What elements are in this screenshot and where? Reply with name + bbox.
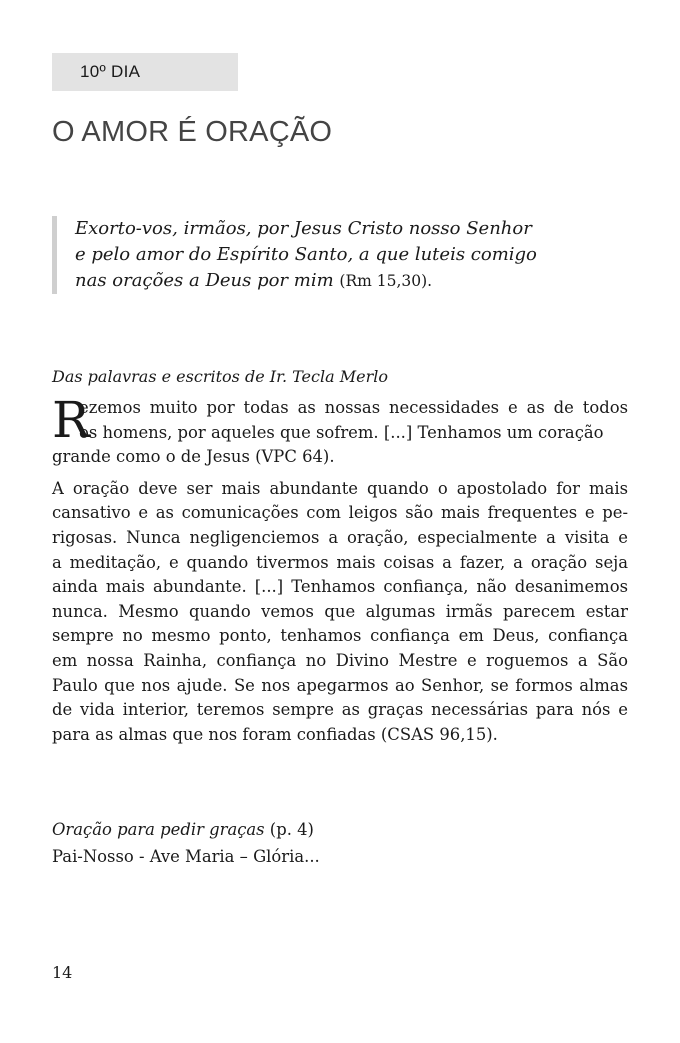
paragraph-2-line-1: A oração deve ser mais abundante quando o apostolado for mais [52,478,628,498]
paragraph-2-line-8: em nossa Rainha, confiança no Divino Mestre e roguemos a São [52,650,628,670]
paragraph-2-line-9: Paulo que nos ajude. Se nos apegarmos ao Senhor, se formos almas [52,675,628,695]
quote-line-1: Exorto-vos, irmãos, por Jesus Cristo nosso Senhor [75,218,532,239]
source-heading: Das palavras e escritos de Ir. Tecla Merlo [52,367,388,386]
paragraph-1-line-3: grande como o de Jesus (VPC 64). [52,447,335,467]
scripture-quote [52,216,572,294]
paragraph-2 [52,477,628,748]
prayer-label [52,820,314,839]
drop-cap: R [52,391,90,449]
day-label-box [52,53,238,91]
paragraph-2-line-5: ainda mais abundante. [...] Tenhamos confiança, não desanimemos [52,577,628,597]
prayer-text: Pai-Nosso - Ave Maria – Glória... [52,847,320,866]
day-label: 10º DIA [80,62,141,81]
quote-line-3-wrap [75,268,572,294]
page-title: O AMOR É ORAÇÃO [52,116,333,148]
paragraph-2-line-7: sempre no mesmo ponto, tenhamos confiança em Deus, confiança [52,626,628,646]
quote-reference: (Rm 15,30). [339,272,433,290]
paragraph-2-line-2: cansativo e as comunicações com leigos são mais frequentes e pe- [52,503,628,523]
paragraph-2-line-4: a meditação, e quando tivermos mais coisas a fazer, a oração seja [52,552,628,572]
paragraph-1 [52,391,628,470]
paragraph-2-line-6: nunca. Mesmo quando vemos que algumas irmãs parecem estar [52,601,628,621]
body-text [52,391,628,754]
prayer-label-title: Oração para pedir graças [52,820,265,839]
paragraph-2-line-3: rigosas. Nunca negligenciemos a oração, especialmente a visita e [52,527,628,547]
quote-line-2: e pelo amor do Espírito Santo, a que luteis comigo [75,244,537,265]
paragraph-1-line-1: ezemos muito por todas as nossas necessidades e as de todos [79,398,628,417]
prayer-label-page: (p. 4) [264,820,314,839]
quote-line-3: nas orações a Deus por mim [75,270,334,291]
paragraph-1-line-2: os homens, por aqueles que sofrem. [...] Tenhamos um coração [79,422,604,442]
page-number: 14 [52,963,73,982]
paragraph-2-line-11: para as almas que nos foram confiadas (CSAS 96,15). [52,724,498,744]
paragraph-2-line-10: de vida interior, teremos sempre as graças necessárias para nós e [52,700,628,720]
